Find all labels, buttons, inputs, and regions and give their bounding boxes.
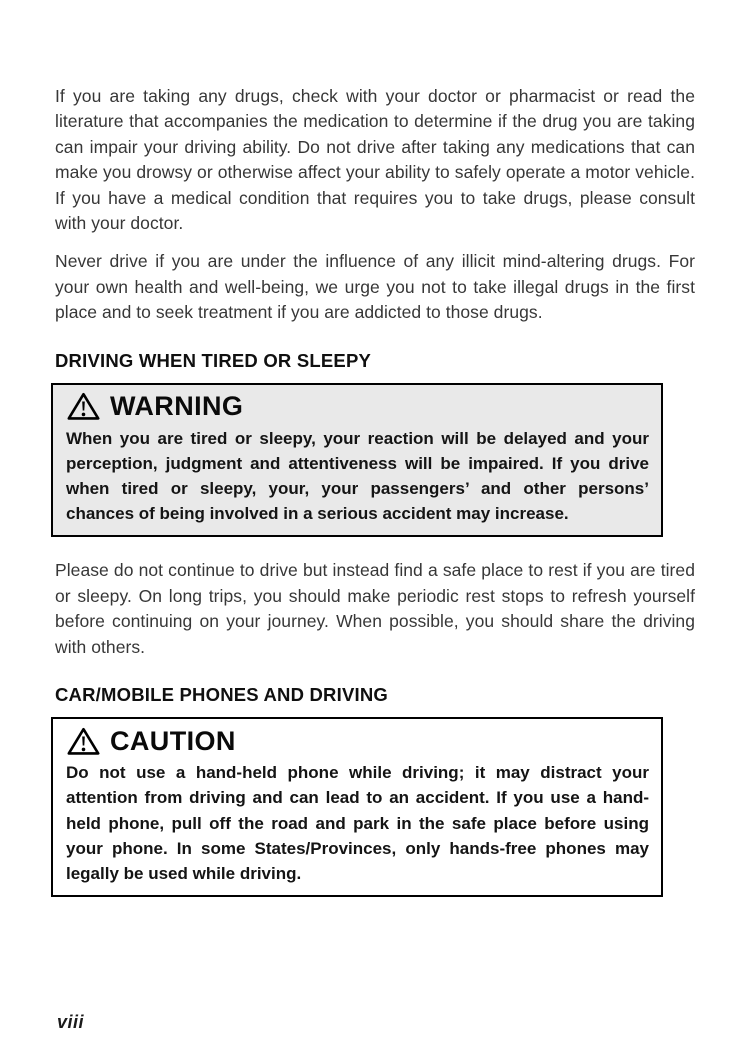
warning-triangle-icon bbox=[66, 726, 101, 757]
warning-title: WARNING bbox=[110, 391, 244, 422]
paragraph-illicit-drugs: Never drive if you are under the influence of any illicit mind-altering drugs. For your own health and well-being, we urge you not to take illegal drugs in the first place and to seek treatment if you are addicted to those drugs. bbox=[55, 251, 695, 323]
caution-title: CAUTION bbox=[110, 725, 236, 756]
caution-body-text: Do not use a hand-held phone while driving; it may distract your attention from driving and can lead to an accident. If you use a hand-held phone, pull off the road and park in the safe place before using your phone. In some States/Provinces, only hands-free phones may legally be used while driving. bbox=[66, 763, 649, 883]
paragraph-rest-stops: Please do not continue to drive but instead find a safe place to rest if you are tired or sleepy. On long trips, you should make periodic rest stops to refresh yourself before continuing on your journey. When possible, you should share the driving with others. bbox=[55, 560, 695, 657]
warning-triangle-icon bbox=[66, 391, 101, 422]
page-content bbox=[55, 84, 695, 897]
warning-box bbox=[51, 383, 663, 538]
page-number: viii bbox=[57, 1012, 85, 1032]
heading-driving-tired: DRIVING WHEN TIRED OR SLEEPY bbox=[55, 349, 372, 371]
warning-body-text: When you are tired or sleepy, your reaction will be delayed and your perception, judgment and attentiveness will be impaired. If you drive when tired or sleepy, your, your passengers’ and other persons’ chances of being involved in a serious accident may increase. bbox=[66, 428, 649, 524]
warning-title-row bbox=[66, 390, 649, 424]
caution-title-row bbox=[66, 724, 649, 758]
paragraph-drugs-medication: If you are taking any drugs, check with your doctor or pharmacist or read the literature that accompanies the medication to determine if the drug you are taking can impair your driving ability. Do not drive after taking any medications that can make you drowsy or otherwise affect your ability to safely operate a motor vehicle. If you have a medical condition that requires you to take drugs, please consult with your doctor. bbox=[55, 86, 695, 234]
caution-box bbox=[51, 717, 663, 897]
heading-car-phones: CAR/MOBILE PHONES AND DRIVING bbox=[55, 684, 388, 706]
